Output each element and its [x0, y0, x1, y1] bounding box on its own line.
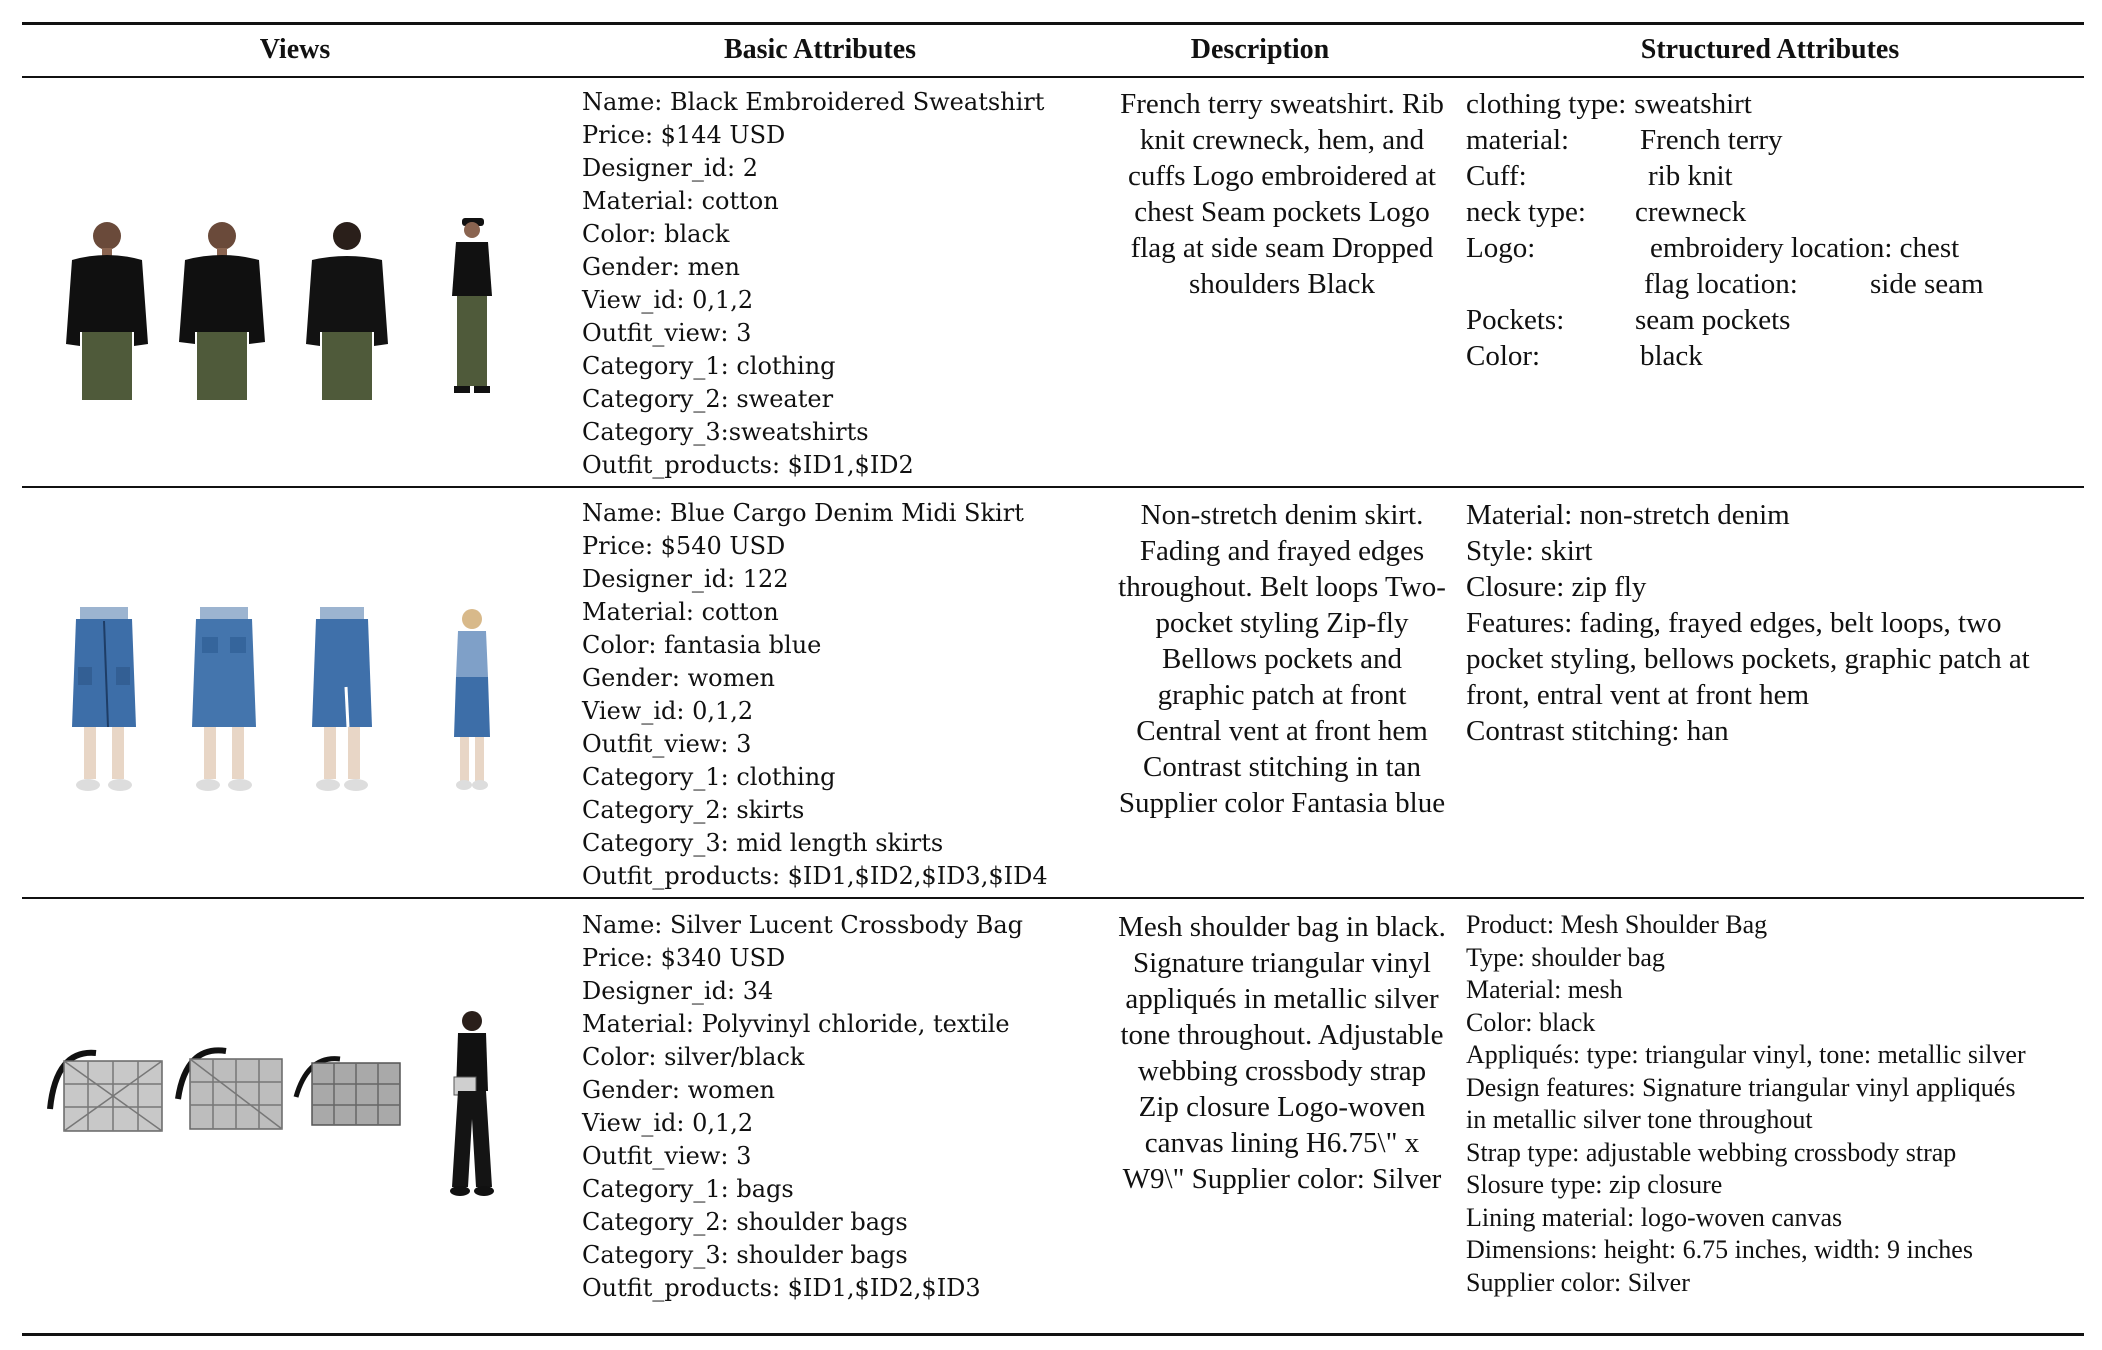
basic-attr-view-id: View_id: 0,1,2 — [582, 697, 754, 725]
description-line: canvas lining H6.75\" x — [1144, 1127, 1420, 1159]
top-rule — [22, 22, 2084, 25]
basic-attr-category-3: Category_3:sweatshirts — [582, 418, 869, 446]
struct-logo: Logo: embroidery location: chest — [1466, 232, 1960, 264]
basic-attr-material: Material: cotton — [582, 187, 779, 215]
struct-logo-flag: flag location: side seam — [1644, 268, 1984, 300]
basic-attr-material: Material: cotton — [582, 598, 779, 626]
basic-attr-outfit-products: Outfit_products: $ID1,$ID2,$ID3,$ID4 — [582, 862, 1048, 890]
struct-line: Design features: Signature triangular vinyl appliqués — [1466, 1072, 2016, 1102]
basic-attr-color: Color: silver/black — [582, 1043, 805, 1071]
description-line: Fading and frayed edges — [1139, 535, 1425, 567]
description-cell — [1104, 497, 1460, 821]
basic-attr-outfit-products: Outfit_products: $ID1,$ID2,$ID3 — [582, 1274, 981, 1302]
struct-line: Appliqués: type: triangular vinyl, tone: metallic silver — [1466, 1040, 2026, 1069]
header-structured-attributes: Structured Attributes — [1640, 34, 1900, 65]
description-line: Signature triangular vinyl — [1133, 947, 1431, 979]
bag-front-view-image — [46, 1039, 166, 1139]
description-cell — [1104, 86, 1460, 302]
basic-attr-category-1: Category_1: bags — [582, 1175, 794, 1203]
skirt-side-view-image — [302, 607, 382, 793]
struct-line: Slosure type: zip closure — [1466, 1170, 1723, 1199]
struct-line: Lining material: logo-woven canvas — [1466, 1202, 1843, 1232]
description-line: Bellows pockets and — [1161, 643, 1402, 675]
basic-attr-category-1: Category_1: clothing — [582, 763, 836, 791]
description-line: W9\" Supplier color: Silver — [1122, 1163, 1442, 1195]
description-line: cuffs Logo embroidered at — [1128, 160, 1436, 192]
struct-line: Type: shoulder bag — [1466, 942, 1665, 972]
basic-attr-designer-id: Designer_id: 122 — [582, 565, 789, 593]
basic-attr-color: Color: fantasia blue — [582, 631, 822, 659]
basic-attr-price: Price: $144 USD — [582, 121, 786, 149]
struct-line: Features: fading, frayed edges, belt loops, two — [1466, 607, 2002, 639]
description-line: shoulders Black — [1188, 268, 1376, 300]
struct-pockets: Pockets: seam pockets — [1466, 304, 1791, 336]
structured-attributes-cell — [1466, 909, 2076, 1299]
struct-line: front, entral vent at front hem — [1466, 679, 1810, 711]
skirt-front-view-image — [64, 607, 144, 793]
bag-outfit-view-image — [440, 1009, 504, 1199]
basic-attr-view-id: View_id: 0,1,2 — [582, 1109, 754, 1137]
header-views: Views — [259, 34, 331, 65]
basic-attr-price: Price: $540 USD — [582, 532, 786, 560]
basic-attr-gender: Gender: men — [582, 253, 741, 281]
struct-clothing-type: clothing type: sweatshirt — [1466, 88, 1752, 120]
basic-attr-category-2: Category_2: sweater — [582, 385, 834, 413]
struct-line: Style: skirt — [1466, 535, 1593, 567]
struct-material: material: French terry — [1466, 124, 1783, 156]
basic-attr-name: Name: Black Embroidered Sweatshirt — [582, 88, 1045, 116]
bottom-rule — [22, 1333, 2084, 1336]
basic-attr-designer-id: Designer_id: 34 — [582, 977, 774, 1005]
skirt-outfit-view-image — [442, 607, 502, 793]
struct-line: Contrast stitching: han — [1466, 715, 1729, 747]
description-line: tone throughout. Adjustable — [1120, 1019, 1444, 1051]
sweatshirt-front-view-image-2 — [177, 214, 267, 400]
basic-attributes-cell — [582, 86, 1082, 482]
product-row-sweatshirt — [22, 86, 2084, 486]
basic-attr-category-3: Category_3: shoulder bags — [582, 1241, 908, 1269]
sweatshirt-back-view-image — [302, 214, 392, 400]
description-line: webbing crossbody strap — [1137, 1055, 1427, 1087]
basic-attr-color: Color: black — [582, 220, 730, 248]
description-line: knit crewneck, hem, and — [1139, 124, 1425, 156]
struct-line: Dimensions: height: 6.75 inches, width: 9 inches — [1466, 1235, 1973, 1264]
product-row-skirt — [22, 497, 2084, 897]
basic-attr-outfit-view: Outfit_view: 3 — [582, 1142, 752, 1170]
bag-top-view-image — [290, 1049, 405, 1139]
header-rule — [22, 76, 2084, 78]
sweatshirt-outfit-view-image — [442, 214, 502, 400]
struct-line: pocket styling, bellows pockets, graphic patch at — [1466, 643, 2030, 675]
basic-attr-name: Name: Blue Cargo Denim Midi Skirt — [582, 499, 1024, 527]
description-line: Mesh shoulder bag in black. — [1118, 911, 1446, 943]
basic-attr-category-2: Category_2: shoulder bags — [582, 1208, 908, 1236]
basic-attr-material: Material: Polyvinyl chloride, textile — [582, 1010, 1010, 1038]
basic-attr-category-3: Category_3: mid length skirts — [582, 829, 944, 857]
struct-line: Closure: zip fly — [1466, 571, 1647, 603]
skirt-back-view-image — [184, 607, 264, 793]
description-line: appliqués in metallic silver — [1125, 983, 1439, 1015]
description-line: Non-stretch denim skirt. — [1140, 499, 1424, 531]
struct-line: Supplier color: Silver — [1466, 1267, 1690, 1297]
row-divider-1 — [22, 486, 2084, 488]
basic-attr-price: Price: $340 USD — [582, 944, 786, 972]
description-line: French terry sweatshirt. Rib — [1120, 88, 1444, 120]
struct-line: Color: black — [1466, 1007, 1596, 1037]
struct-line: Material: non-stretch denim — [1466, 499, 1790, 531]
description-line: Supplier color Fantasia blue — [1118, 787, 1446, 819]
description-line: Zip closure Logo-woven — [1138, 1091, 1426, 1123]
basic-attr-view-id: View_id: 0,1,2 — [582, 286, 754, 314]
struct-line: in metallic silver tone throughout — [1466, 1105, 1813, 1134]
struct-neck-type: neck type: crewneck — [1466, 196, 1747, 228]
struct-line: Strap type: adjustable webbing crossbody strap — [1466, 1137, 1957, 1167]
structured-attributes-cell — [1466, 86, 2076, 374]
basic-attr-category-1: Category_1: clothing — [582, 352, 836, 380]
description-line: Central vent at front hem — [1136, 715, 1428, 747]
description-line: flag at side seam Dropped — [1130, 232, 1434, 264]
row-divider-2 — [22, 897, 2084, 899]
bag-angle-view-image — [172, 1039, 287, 1139]
header-description: Description — [1190, 34, 1330, 65]
basic-attr-gender: Gender: women — [582, 664, 775, 692]
description-line: pocket styling Zip-fly — [1155, 607, 1409, 639]
product-row-bag — [22, 909, 2084, 1329]
description-cell — [1104, 909, 1460, 1197]
struct-line: Material: mesh — [1466, 975, 1623, 1004]
structured-attributes-cell — [1466, 497, 2076, 749]
struct-line: Product: Mesh Shoulder Bag — [1466, 910, 1768, 939]
basic-attr-gender: Gender: women — [582, 1076, 775, 1104]
basic-attr-category-2: Category_2: skirts — [582, 796, 805, 824]
basic-attr-name: Name: Silver Lucent Crossbody Bag — [582, 911, 1023, 939]
struct-cuff: Cuff: rib knit — [1466, 160, 1733, 192]
description-line: throughout. Belt loops Two- — [1118, 571, 1446, 603]
basic-attr-outfit-view: Outfit_view: 3 — [582, 319, 752, 347]
struct-color: Color: black — [1466, 340, 1703, 372]
basic-attr-outfit-view: Outfit_view: 3 — [582, 730, 752, 758]
description-line: chest Seam pockets Logo — [1134, 196, 1430, 228]
description-line: Contrast stitching in tan — [1143, 751, 1421, 783]
basic-attr-outfit-products: Outfit_products: $ID1,$ID2 — [582, 451, 914, 479]
basic-attributes-cell — [582, 497, 1082, 893]
basic-attributes-cell — [582, 909, 1082, 1305]
sweatshirt-front-view-image — [62, 214, 152, 400]
description-line: graphic patch at front — [1157, 679, 1407, 711]
header-basic-attributes: Basic Attributes — [723, 34, 917, 65]
basic-attr-designer-id: Designer_id: 2 — [582, 154, 758, 182]
